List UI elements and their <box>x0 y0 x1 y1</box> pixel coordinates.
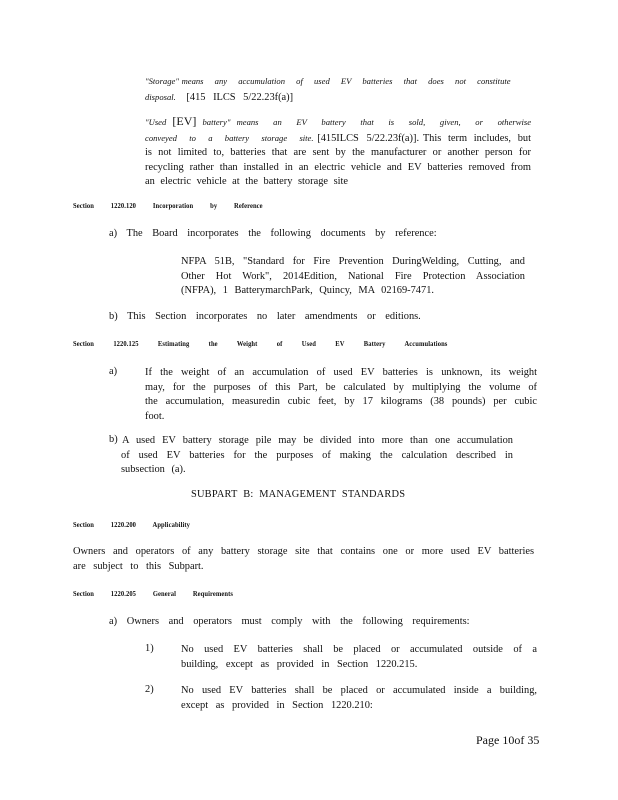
page-number: Page 10of 35 <box>476 733 540 747</box>
definition-term: "Used <box>145 117 167 127</box>
subsection-text: Owners and operators must comply with the following requirements: <box>126 616 470 627</box>
item-marker: 2) <box>145 684 154 695</box>
subsection-marker: a) <box>109 366 118 377</box>
definition-continuation: This term includes, but is not limited to, batteries that are sent by the manufacturer or another person for recycling rather than installed in an electric vehicle and EV batteries removed from an electric vehicle at the battery storage site <box>145 132 532 188</box>
section-1220-125-b-text: A used EV battery storage pile may be divided into more than one accumulation of used EV batteries for the purposes of making the calculation described in subsection (a). <box>121 435 513 476</box>
incorporated-reference-nfpa: NFPA 51B, "Standard for Fire Prevention DuringWelding, Cutting, and Other Hot Work", 2014Edition, National Fire Protection Association (NFPA), 1 BatterymarchPark, Quincy, MA 02169-7471. <box>181 256 525 297</box>
definition-text: means an EV battery that is sold, given, or otherwise conveyed to a battery storage site. <box>145 117 532 143</box>
definition-term: "Storage" <box>145 76 179 86</box>
subsection-text: The Board incorporates the following documents by reference: <box>126 228 437 239</box>
section-heading-1220-125: Section 1220.125 Estimating the Weight of Used EV Battery Accumulations <box>73 339 448 348</box>
section-1220-120-b <box>109 310 529 325</box>
section-1220-205-a <box>109 615 549 630</box>
definition-term-bracket: [EV] <box>172 114 197 128</box>
section-heading-1220-120: Section 1220.120 Incorporation by Reference <box>73 201 263 210</box>
definition-term: battery" <box>202 117 231 127</box>
statute-citation: [415 ILCS 5/22.23f(a)] <box>186 91 294 103</box>
section-heading-1220-205: Section 1220.205 General Requirements <box>73 589 234 598</box>
subsection-marker: a) <box>109 228 118 239</box>
item-marker: 1) <box>145 643 154 654</box>
statute-citation: [415ILCS 5/22.23f(a)]. <box>317 132 420 144</box>
section-1220-205-a-1-text: No used EV batteries shall be placed or accumulated outside of a building, except as provided in Section 1220.215. <box>181 644 537 670</box>
definition-storage <box>145 74 529 105</box>
subsection-text: This Section incorporates no later amendments or editions. <box>127 311 421 322</box>
section-1220-205-a-2-text: No used EV batteries shall be placed or accumulated inside a building, except as provided in Section 1220.210: <box>181 685 537 711</box>
subpart-heading: SUBPART B: MANAGEMENT STANDARDS <box>191 489 406 500</box>
definition-used-ev-battery <box>145 114 531 190</box>
section-1220-125-a-text: If the weight of an accumulation of used EV batteries is unknown, its weight may, for the purposes of this Part, be calculated by multiplying the volume of the accumulation, measuredin cubic feet, by 17 kilograms (38 pounds) per cubic foot. <box>145 367 537 422</box>
section-heading-1220-200: Section 1220.200 Applicability <box>73 520 191 529</box>
subsection-marker: b) <box>109 311 118 322</box>
subsection-marker: b) <box>109 434 118 445</box>
definition-text: means any accumulation of used EV batteries that does not constitute disposal. <box>145 76 511 102</box>
subsection-marker: a) <box>109 616 118 627</box>
section-1220-120-a <box>109 227 549 242</box>
section-1220-200-text: Owners and operators of any battery storage site that contains one or more used EV batteries are subject to this Subpart. <box>73 546 534 572</box>
